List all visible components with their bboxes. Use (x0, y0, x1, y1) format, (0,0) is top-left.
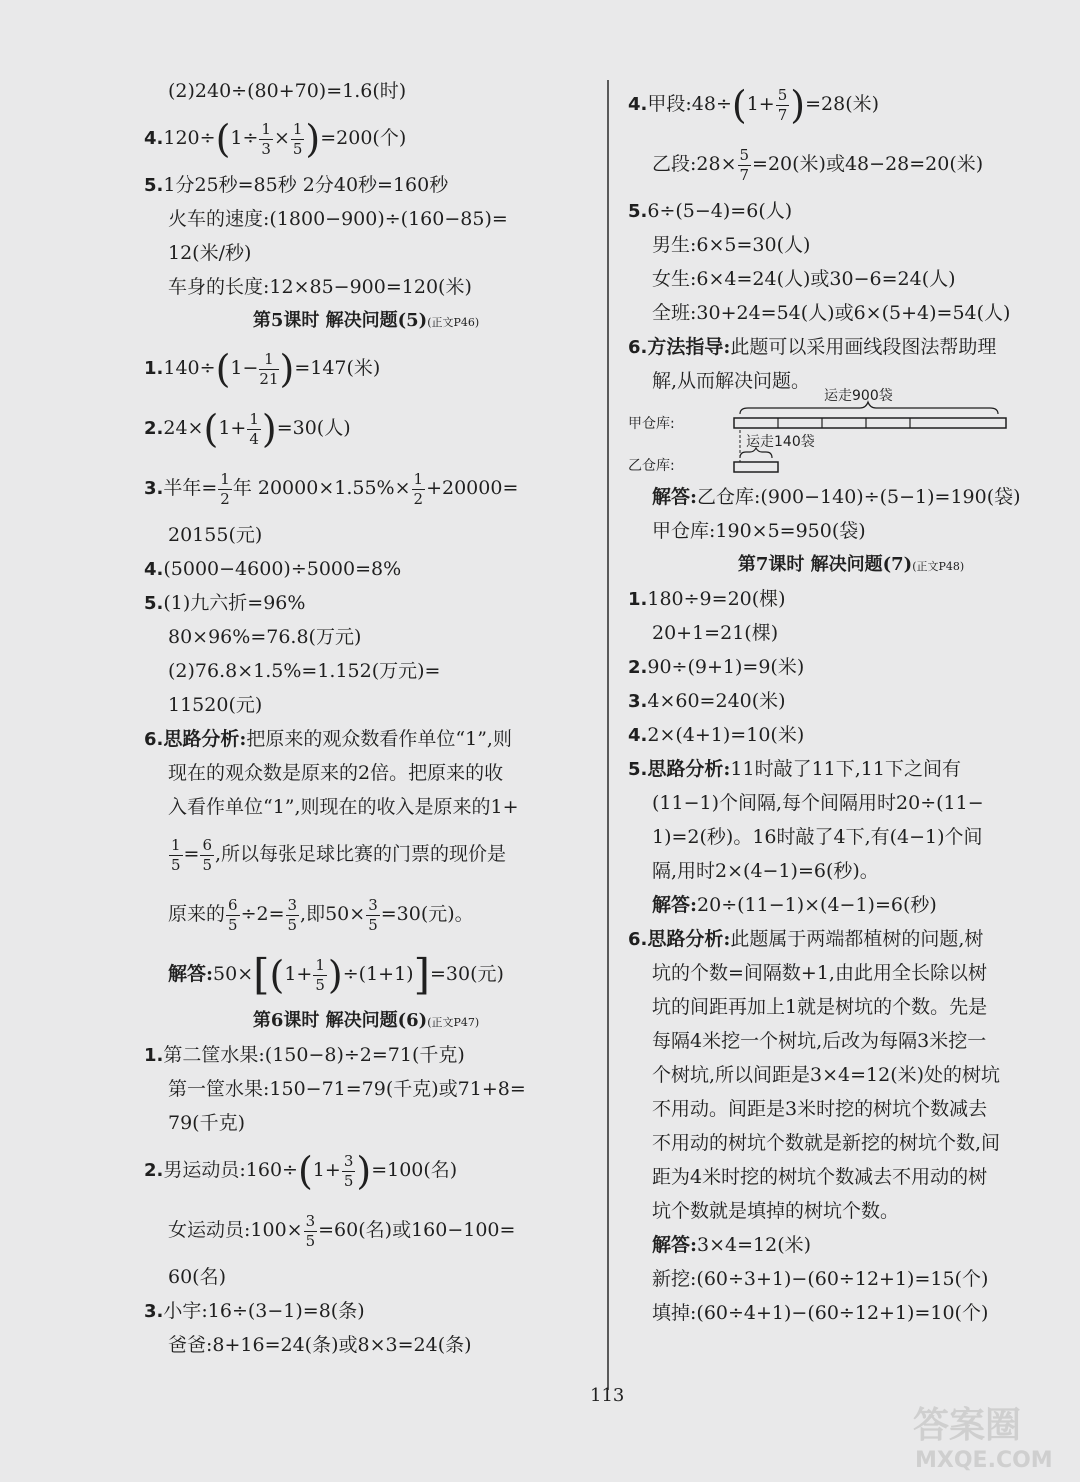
paren-left: ( (215, 117, 231, 161)
answer-line: 6.思路分析:此题属于两端都植树的问题,树 (628, 928, 984, 950)
answer-line: 每隔4米挖一个树坑,后改为每隔3米挖一 (652, 1030, 987, 1052)
diagram-note-top: 运走900袋 (824, 388, 893, 404)
answer-line: 全班:30+24=54(人)或6×(5+4)=54(人) (652, 302, 1011, 324)
fraction: $\frac{3}{5}$ (287, 895, 298, 934)
fraction: $\frac{1}{5}$ (315, 955, 325, 994)
answer-line: 隔,用时2×(4−1)=6(秒)。 (652, 860, 879, 882)
text: 1分25秒=85秒 2分40秒=160秒 (163, 174, 449, 196)
diagram-note-bottom: 运走140袋 (746, 434, 815, 450)
answer-line (144, 108, 588, 168)
page-number: 113 (590, 1385, 625, 1406)
text: =200(个) (320, 127, 407, 149)
page-reference: (正文P46) (427, 316, 480, 329)
column-divider (607, 80, 609, 1390)
paren-right: ) (305, 117, 321, 161)
answer-line: 不用动。间距是3米时挖的树坑个数减去 (652, 1098, 988, 1120)
answer-line: 4.2×(4+1)=10(米) (628, 724, 805, 746)
answer-line: 解答:20÷(11−1)×(4−1)=6(秒) (652, 894, 937, 916)
answer-line: 第一筐水果:150−71=79(千克)或71+8= (168, 1078, 526, 1100)
left-column (144, 74, 588, 1362)
answer-line: 现在的观众数是原来的2倍。把原来的收 (168, 762, 504, 784)
answer-line: 5.6÷(5−4)=6(人) (628, 200, 793, 222)
question-number: 2. (628, 657, 648, 678)
text: × (273, 127, 290, 149)
answer-line: 60(名) (168, 1266, 227, 1288)
answer-line: 坑个数就是填掉的树坑个数。 (652, 1200, 900, 1222)
answer-line: 解答:3×4=12(米) (652, 1234, 812, 1256)
answer-line: 11520(元) (168, 694, 263, 716)
watermark-url: MXQE.COM (915, 1448, 1053, 1473)
segment-a (734, 418, 1006, 428)
fraction: $\frac{3}{5}$ (368, 895, 378, 934)
question-number: 3. (628, 691, 648, 712)
label: 解答: (652, 486, 698, 508)
answer-line: 2.90÷(9+1)=9(米) (628, 656, 805, 678)
question-number: 4. (628, 94, 648, 115)
question-number: 2. (144, 418, 164, 439)
answer-line: 男生:6×5=30(人) (652, 234, 811, 256)
label: 解答: (168, 963, 214, 985)
question-number: 6. (628, 337, 648, 358)
fraction: $\frac{1}{4}$ (249, 409, 259, 448)
question-number: 5. (628, 759, 648, 780)
answer-line: 6.思路分析:把原来的观众数看作单位“1”,则 (144, 728, 512, 750)
answer-line: 坑的个数=间隔数+1,由此用全长除以树 (652, 962, 987, 984)
answer-line: 12(米/秒) (168, 242, 252, 264)
fraction: $\frac{1}{5}$ (171, 835, 181, 874)
answer-line: 爸爸:8+16=24(条)或8×3=24(条) (168, 1334, 472, 1356)
right-column (628, 74, 1074, 1330)
watermark-logo (905, 1395, 1075, 1475)
answer-line: 距为4米时挖的树坑个数减去不用动的树 (652, 1166, 988, 1188)
answer-line: 1.140÷(1− $\frac{1}{21}$ )=147(米) (144, 347, 381, 391)
section-title: 第6课时 解决问题(6)(正文P47) (252, 1010, 480, 1031)
watermark-text: 答案圈 (913, 1405, 1022, 1446)
label: 思路分析: (647, 928, 731, 950)
answer-line: $\frac{1}{5}$ = $\frac{6}{5}$ ,所以每张足球比赛的门票的现价是 (171, 835, 507, 874)
answer-line: 解,从而解决问题。 (652, 370, 811, 392)
fraction: $\frac{1}{5}$ (292, 119, 303, 158)
answer-line: 6.方法指导:此题可以采用画线段图法帮助理 (628, 336, 997, 358)
answer-line: 1)=2(秒)。16时敲了4下,有(4−1)个间 (652, 826, 983, 848)
section-title: 第7课时 解决问题(7)(正文P48) (737, 554, 965, 575)
label: 思路分析: (163, 728, 247, 750)
answer-line: (11−1)个间隔,每个间隔用时20÷(11− (652, 792, 984, 814)
question-number: 5. (144, 175, 164, 196)
question-number: 2. (144, 1160, 164, 1181)
page-reference: (正文P47) (427, 1016, 480, 1029)
diagram-label-a: 甲仓库: (628, 416, 675, 432)
section-title: 第5课时 解决问题(5)(正文P46) (252, 310, 480, 331)
label: 思路分析: (647, 758, 731, 780)
segment-b (734, 462, 778, 472)
diagram-label-b: 乙仓库: (628, 458, 675, 474)
fraction: $\frac{3}{5}$ (343, 1151, 354, 1190)
answer-line: 填掉:(60÷4+1)−(60÷12+1)=10(个) (652, 1302, 989, 1324)
fraction: $\frac{1}{2}$ (413, 469, 424, 508)
answer-line: 80×96%=76.8(万元) (168, 626, 362, 648)
fraction: $\frac{5}{7}$ (777, 85, 788, 124)
answer-line: 20+1=21(棵) (652, 622, 779, 644)
question-number: 4. (144, 128, 164, 149)
answer-line: 不用动的树坑个数就是新挖的树坑个数,间 (652, 1132, 1001, 1154)
question-number: 3. (144, 478, 164, 499)
answer-line: 个树坑,所以间距是3×4=12(米)处的树坑 (652, 1064, 1001, 1086)
fraction: $\frac{6}{5}$ (202, 835, 213, 874)
answer-line: 20155(元) (168, 524, 263, 546)
fraction: $\frac{6}{5}$ (228, 895, 238, 934)
answer-line: 2.24×(1+ $\frac{1}{4}$ )=30(人) (144, 407, 351, 451)
page-reference: (正文P48) (912, 560, 965, 573)
question-number: 4. (628, 725, 648, 746)
question-number: 5. (628, 201, 648, 222)
question-number: 5. (144, 593, 164, 614)
answer-line: 火车的速度:(1800−900)÷(160−85)= (168, 208, 508, 230)
question-number: 1. (144, 1045, 164, 1066)
label: 解答: (652, 1234, 698, 1256)
answer-line: 女生:6×4=24(人)或30−6=24(人) (652, 268, 956, 290)
question-number: 3. (144, 1301, 164, 1322)
text: 1÷ (230, 127, 259, 149)
label: 解答: (652, 894, 698, 916)
answer-line: 坑的间距再加上1就是树坑的个数。先是 (652, 996, 988, 1018)
answer-line: 2.男运动员:160÷(1+ $\frac{3}{5}$ )=100(名) (144, 1149, 458, 1193)
answer-line: 解答:乙仓库:(900−140)÷(5−1)=190(袋) (652, 486, 1021, 508)
label: 方法指导: (647, 336, 731, 358)
answer-line: 新挖:(60÷3+1)−(60÷12+1)=15(个) (652, 1268, 989, 1290)
question-number: 4. (144, 559, 164, 580)
answer-line: 4.(5000−4600)÷5000=8% (144, 558, 402, 580)
answer-line: 79(千克) (168, 1112, 246, 1134)
answer-line: 3.4×60=240(米) (628, 690, 786, 712)
answer-line: 女运动员:100× $\frac{3}{5}$ =60(名)或160−100= (168, 1211, 516, 1250)
text: 120÷ (163, 127, 216, 149)
fraction: $\frac{1}{3}$ (261, 119, 271, 158)
answer-line: (2)240÷(80+70)=1.6(时) (168, 80, 407, 102)
answer-line: 5.思路分析:11时敲了11下,11下之间有 (628, 758, 961, 780)
answer-line: 5.(1)九六折=96% (144, 592, 306, 614)
answer-line: 乙段:28× $\frac{5}{7}$ =20(米)或48−28=20(米) (652, 145, 984, 184)
question-number: 1. (628, 589, 648, 610)
answer-line: 3.小宇:16÷(3−1)=8(条) (144, 1300, 365, 1322)
question-number: 1. (144, 358, 164, 379)
question-number: 6. (144, 729, 164, 750)
answer-line: (2)76.8×1.5%=1.152(万元)= (168, 660, 441, 682)
answer-line: 4.甲段:48÷(1+ $\frac{5}{7}$ )=28(米) (628, 83, 880, 127)
fraction: $\frac{1}{21}$ (259, 349, 279, 388)
answer-line: 解答:50×[(1+ $\frac{1}{5}$ )÷(1+1)]=30(元) (168, 950, 504, 999)
answer-line: 入看作单位“1”,则现在的收入是原来的1+ (168, 796, 519, 818)
answer-line: 3.半年= $\frac{1}{2}$ 年 20000×1.55%× $\frac{1}{2}$ +20000= (144, 469, 519, 508)
answer-line: 1.180÷9=20(棵) (628, 588, 786, 610)
line-segment-diagram (628, 388, 1074, 480)
fraction: $\frac{1}{2}$ (220, 469, 230, 508)
answer-line (144, 168, 588, 202)
answer-line: 甲仓库:190×5=950(袋) (652, 520, 866, 542)
answer-line: 原来的 $\frac{6}{5}$ ÷2= $\frac{3}{5}$ ,即50× $\frac{3}{5}$ =30(元)。 (168, 895, 474, 934)
answer-line: 车身的长度:12×85−900=120(米) (168, 276, 472, 298)
fraction: $\frac{5}{7}$ (739, 145, 750, 184)
fraction: $\frac{3}{5}$ (305, 1211, 316, 1250)
answer-line: 1.第二筐水果:(150−8)÷2=71(千克) (144, 1044, 465, 1066)
question-number: 6. (628, 929, 648, 950)
